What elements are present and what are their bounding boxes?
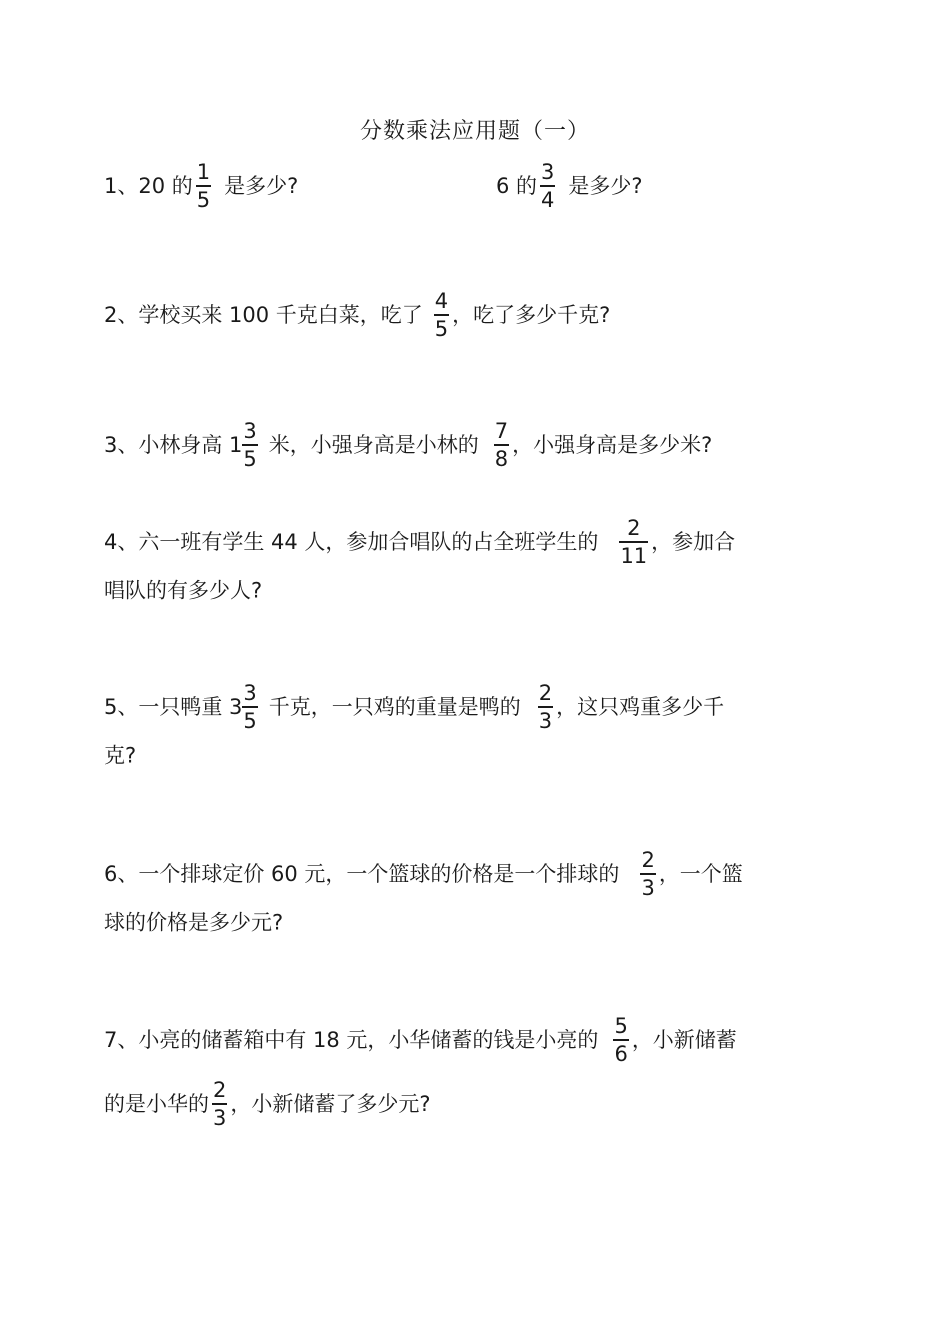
question-6-prefix: 6、一个排球定价 60 元，一个篮球的价格是一个排球的 — [104, 861, 620, 886]
question-7-continuation-prefix: 的是小华的 — [104, 1091, 209, 1116]
fraction-bar — [242, 706, 257, 708]
question-6-suffix: ，一个篮 — [658, 861, 743, 886]
fraction-bar — [242, 444, 257, 446]
question-7-line-2 — [104, 1080, 431, 1129]
denominator: 4 — [541, 187, 555, 212]
question-4-line-2 — [104, 580, 262, 602]
question-6-continuation: 球的价格是多少元? — [104, 910, 284, 935]
fraction-bar — [212, 1103, 227, 1105]
denominator: 11 — [620, 543, 648, 568]
numerator: 2 — [641, 848, 655, 872]
numerator: 3 — [243, 419, 257, 443]
fraction-bar — [640, 873, 655, 875]
numerator: 2 — [538, 681, 553, 705]
question-3 — [104, 421, 712, 470]
numerator: 5 — [614, 1014, 628, 1038]
question-4-prefix: 4、六一班有学生 44 人，参加合唱队的占全班学生的 — [104, 529, 599, 554]
question-5-prefix: 5、一只鸭重 3 — [104, 694, 243, 719]
question-1a-prefix: 1、20 的 — [104, 173, 193, 198]
numerator: 3 — [243, 681, 257, 705]
question-5-line-2 — [104, 745, 136, 767]
numerator: 1 — [196, 160, 211, 184]
denominator: 5 — [434, 316, 449, 341]
fraction — [540, 162, 555, 211]
question-3-suffix: ，小强身高是多少米? — [512, 432, 713, 457]
fraction-bar — [494, 444, 509, 446]
question-6 — [104, 850, 743, 899]
fraction — [212, 1080, 227, 1129]
question-4-continuation: 唱队的有多少人? — [104, 578, 263, 603]
question-3-middle: 米，小强身高是小林的 — [268, 432, 479, 457]
question-7-suffix: ，小新储蓄 — [631, 1027, 737, 1052]
numerator: 2 — [213, 1078, 227, 1102]
fraction-bar — [538, 706, 553, 708]
fraction — [196, 162, 211, 211]
question-2-prefix: 2、学校买来 100 千克白菜，吃了 — [104, 302, 423, 327]
question-1b-prefix: 6 的 — [496, 173, 538, 198]
question-3-prefix: 3、小林身高 1 — [104, 432, 243, 457]
page-title: 分数乘法应用题（一） — [359, 119, 590, 144]
fraction — [434, 291, 449, 340]
question-1a — [104, 162, 298, 211]
question-2 — [104, 291, 610, 340]
denominator: 5 — [196, 187, 211, 212]
denominator: 3 — [213, 1105, 227, 1130]
denominator: 3 — [538, 708, 553, 733]
question-1a-suffix: 是多少? — [224, 173, 299, 198]
question-7-continuation-suffix: ，小新储蓄了多少元? — [230, 1091, 431, 1116]
question-1b-suffix: 是多少? — [568, 173, 643, 198]
fraction-bar — [540, 185, 555, 187]
numerator: 3 — [541, 160, 555, 184]
fraction-bar — [434, 314, 449, 316]
fraction — [242, 683, 257, 732]
question-7-prefix: 7、小亮的储蓄箱中有 18 元，小华储蓄的钱是小亮的 — [104, 1027, 599, 1052]
question-7 — [104, 1016, 737, 1065]
fraction-bar — [619, 541, 648, 543]
fraction — [640, 850, 655, 899]
numerator: 7 — [494, 419, 509, 443]
question-4-suffix: ，参加合 — [651, 529, 736, 554]
numerator: 2 — [627, 516, 641, 540]
denominator: 3 — [641, 875, 655, 900]
question-5-middle: 千克，一只鸡的重量是鸭的 — [268, 694, 521, 719]
fraction — [494, 421, 509, 470]
fraction-bar — [196, 185, 211, 187]
question-1b — [496, 162, 643, 211]
denominator: 5 — [243, 708, 257, 733]
fraction — [538, 683, 553, 732]
question-4 — [104, 518, 735, 567]
numerator: 4 — [434, 289, 449, 313]
question-2-suffix: ，吃了多少千克? — [452, 302, 611, 327]
fraction — [613, 1016, 628, 1065]
denominator: 6 — [614, 1041, 628, 1066]
fraction-bar — [613, 1039, 628, 1041]
question-5 — [104, 683, 724, 732]
denominator: 8 — [494, 446, 509, 471]
fraction — [242, 421, 257, 470]
denominator: 5 — [243, 446, 257, 471]
question-5-continuation: 克? — [104, 743, 137, 768]
question-6-line-2 — [104, 912, 283, 934]
fraction — [619, 518, 648, 567]
question-5-suffix: ，这只鸡重多少千 — [556, 694, 725, 719]
